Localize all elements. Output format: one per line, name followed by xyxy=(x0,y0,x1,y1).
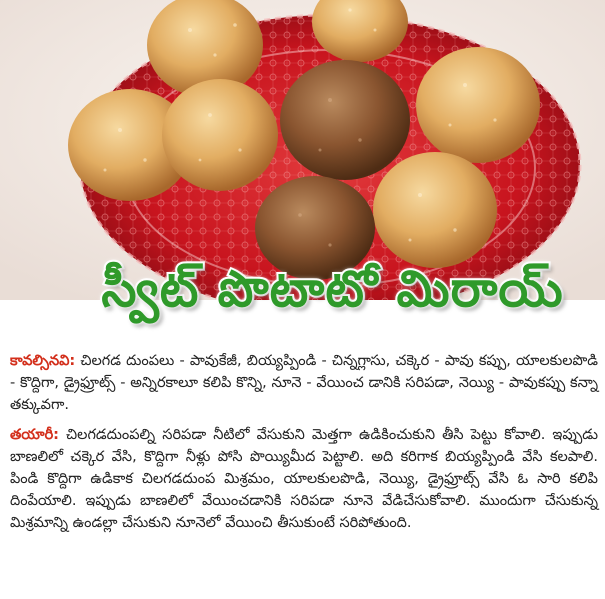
recipe-body xyxy=(10,350,598,542)
sweet-ball xyxy=(416,47,540,163)
preparation-section xyxy=(10,424,598,534)
preparation-label: తయారీ: xyxy=(10,427,59,443)
recipe-title: స్వీట్ పొటాటో మిరాయ్ xyxy=(101,259,564,318)
ingredients-text: చిలగడ దుంపలు - పావుకేజీ, బియ్యప్పిండి - చిన్నగ్లాసు, చక్కెర - పావు కప్పు, యాలకులపొడి - కొద్దిగా, డ్రైఫ్రూట్స్ - అన్నిరకాలూ కలిపి కొన్ని, నూనె - వేయించ డానికి సరిపడా, నెయ్యి - పావుకప్పు కన్నా తక్కువగా. xyxy=(10,353,598,413)
ingredients-section xyxy=(10,350,598,416)
ingredients-label: కావల్సినవి: xyxy=(10,353,76,369)
sweet-ball xyxy=(280,60,410,180)
sweet-ball xyxy=(162,79,278,191)
preparation-text: చిలగడదుంపల్ని సరిపడా నీటిలో వేసుకుని మెత్తగా ఉడికించుకుని తీసి పెట్టు కోవాలి. ఇప్పుడు బాణలిలో చక్కెర వేసి, కొద్దిగా నీళ్లు పోసి పొయ్యిమీద పెట్టాలి. అది కరిగాక బియ్యప్పిండి వేసి కలపాలి. పిండి కొద్దిగా ఉడికాక చిలగడదుంప మిశ్రమం, యాలకులపొడి, నెయ్యి, డ్రైఫ్రూట్స్ వేసి ఓ సారి కలిపి దింపేయాలి. ఇప్పుడు బాణలిలో వేయించడానికి సరిపడా నూనె వేడిచేసుకోవాలి. ముందుగా చేసుకున్న మిశ్రమాన్ని ఉండల్లా చేసుకుని నూనెలో వేయించి తీసుకుంటే సరిపోతుంది. xyxy=(10,427,598,531)
